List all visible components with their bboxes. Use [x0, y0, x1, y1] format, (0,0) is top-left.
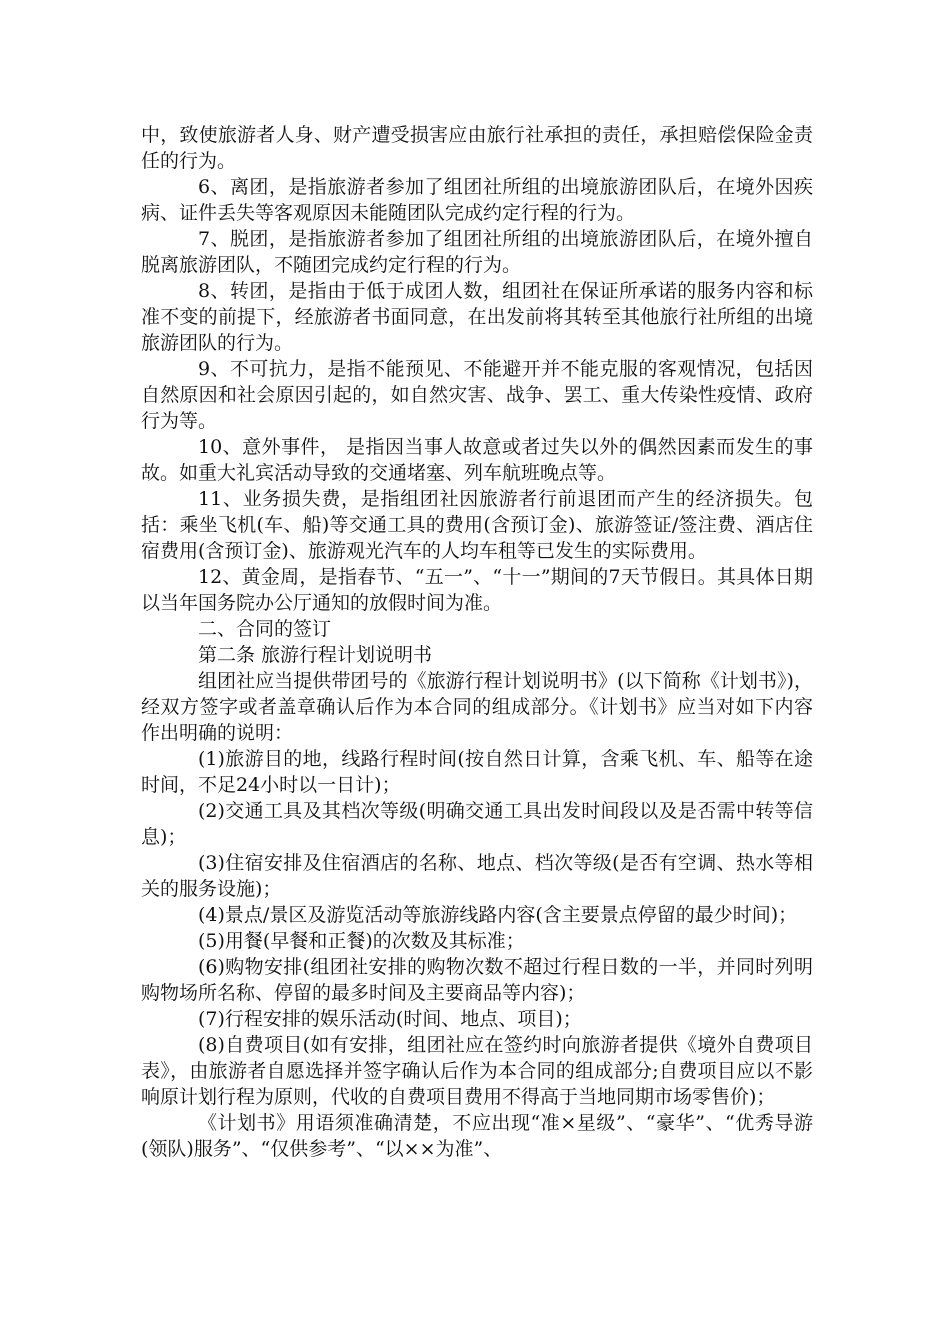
list-item-6: (6)购物安排(组团社安排的购物次数不超过行程日数的一半，并同时列明购物场所名称、停留的最多时间及主要商品等内容)；	[141, 956, 813, 1004]
paragraph-final: 《计划书》用语须准确清楚，不应出现“准×星级”、“豪华”、“优秀导游(领队)服务”、“仅供参考”、“以××为准”、	[141, 1112, 813, 1160]
paragraph-8: 12、黄金周，是指春节、“五一”、“十一”期间的7天节假日。其具体日期以当年国务院办公厅通知的放假时间为准。	[141, 566, 813, 614]
paragraph-1: 中，致使旅游者人身、财产遭受损害应由旅行社承担的责任，承担赔偿保险金责任的行为。	[141, 124, 813, 172]
paragraph-4: 8、转团，是指由于低于成团人数，组团社在保证所承诺的服务内容和标准不变的前提下，经旅游者书面同意，在出发前将其转至其他旅行社所组的出境旅游团队的行为。	[141, 280, 813, 354]
list-item-8: (8)自费项目(如有安排，组团社应在签约时向旅游者提供《境外自费项目表》，由旅游者自愿选择并签字确认后作为本合同的组成部分;自费项目应以不影响原计划行程为原则，代收的自费项目费用不得高于当地同期市场零售价)；	[141, 1034, 813, 1108]
list-item-4: (4)景点/景区及游览活动等旅游线路内容(含主要景点停留的最少时间)；	[198, 904, 798, 926]
list-item-5: (5)用餐(早餐和正餐)的次数及其标准；	[198, 930, 525, 952]
list-item-7: (7)行程安排的娱乐活动(时间、地点、项目)；	[198, 1008, 582, 1030]
paragraph-11: 组团社应当提供带团号的《旅游行程计划说明书》(以下简称《计划书》)，经双方签字或者盖章确认后作为本合同的组成部分。《计划书》应当对如下内容作出明确的说明：	[141, 670, 813, 744]
document-page	[141, 122, 813, 1162]
paragraph-7: 11、业务损失费，是指组团社因旅游者行前退团而产生的经济损失。包括：乘坐飞机(车、船)等交通工具的费用(含预订金)、旅游签证/签注费、酒店住宿费用(含预订金)、旅游观光汽车的人均车租等已发生的实际费用。	[141, 488, 813, 562]
list-item-2: (2)交通工具及其档次等级(明确交通工具出发时间段以及是否需中转等信息)；	[141, 800, 813, 848]
section-heading: 二、合同的签订	[198, 618, 332, 640]
article-heading: 第二条 旅游行程计划说明书	[198, 644, 433, 666]
paragraph-3: 7、脱团，是指旅游者参加了组团社所组的出境旅游团队后，在境外擅自脱离旅游团队，不随团完成约定行程的行为。	[141, 228, 813, 276]
paragraph-6: 10、意外事件， 是指因当事人故意或者过失以外的偶然因素而发生的事故。如重大礼宾活动导致的交通堵塞、列车航班晚点等。	[141, 436, 813, 484]
paragraph-2: 6、离团，是指旅游者参加了组团社所组的出境旅游团队后，在境外因疾病、证件丢失等客观原因未能随团队完成约定行程的行为。	[141, 176, 813, 224]
list-item-3: (3)住宿安排及住宿酒店的名称、地点、档次等级(是否有空调、热水等相关的服务设施)；	[141, 852, 813, 900]
paragraph-5: 9、不可抗力，是指不能预见、不能避开并不能克服的客观情况，包括因自然原因和社会原因引起的，如自然灾害、战争、罢工、重大传染性疫情、政府行为等。	[141, 358, 813, 432]
list-item-1: (1)旅游目的地，线路行程时间(按自然日计算，含乘飞机、车、船等在途时间，不足24小时以一日计)；	[141, 748, 813, 796]
